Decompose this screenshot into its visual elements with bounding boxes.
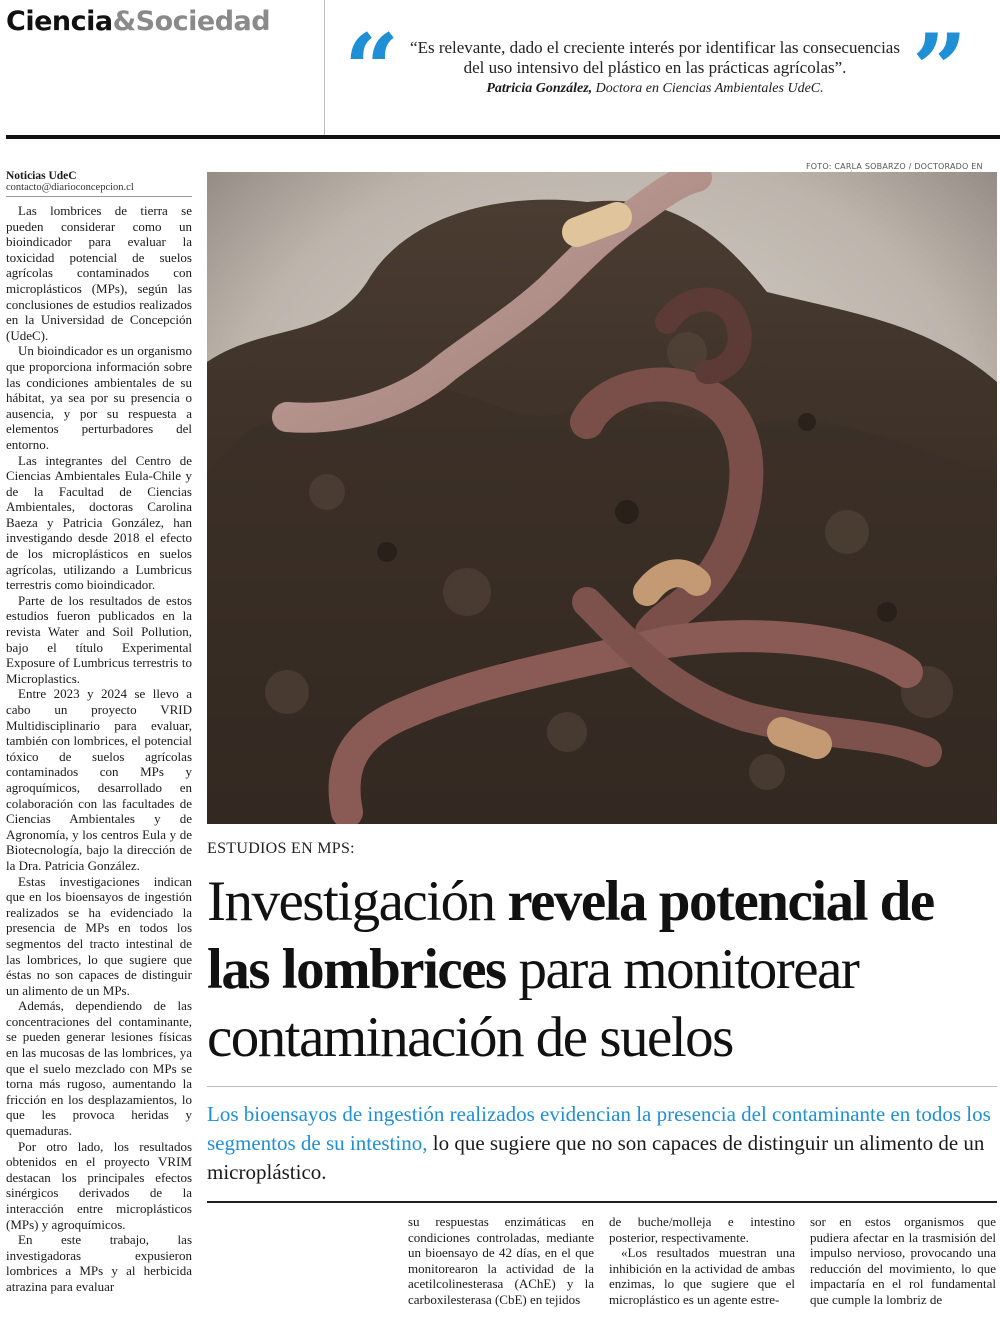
section-title [6, 6, 270, 37]
quote-author-role: Doctora en Ciencias Ambientales UdeC. [595, 81, 824, 96]
earthworms-illustration [207, 172, 997, 824]
byline-rule [6, 196, 192, 197]
article-column-1 [6, 203, 192, 1295]
quote-author-name: Patricia González, [486, 81, 593, 96]
lead-rule [207, 1201, 997, 1203]
paragraph: En este trabajo, las investigadoras expusieron lombrices a MPs y al herbicida atrazina para evaluar [6, 1232, 192, 1294]
section-title-part2: Sociedad [135, 6, 271, 37]
article-headline [207, 868, 997, 1072]
paragraph: «Los resultados muestran una inhibición en la actividad de ambas enzimas, lo que sugiere que el microplástico es un agente estre- [609, 1245, 795, 1307]
quote-open-icon: “ [344, 13, 400, 126]
header-vertical-divider [324, 0, 325, 135]
paragraph: Las lombrices de tierra se pueden considerar como un bioindicador para evaluar la toxicidad potencial de suelos agrícolas contaminados con microplásticos (MPs), según las conclusiones de estudios realizados en la Universidad de Concepción (UdeC). [6, 203, 192, 343]
section-title-part1: Ciencia [6, 6, 113, 37]
article-column-2 [408, 1214, 594, 1308]
paragraph: de buche/molleja e intestino posterior, respectivamente. [609, 1214, 795, 1245]
article-column-3 [609, 1214, 795, 1308]
section-title-ampersand: & [112, 6, 136, 37]
header-rule [6, 135, 1000, 139]
pull-quote-text: “Es relevante, dado el creciente interés por identificar las consecuencias del uso intensivo del plástico en las prácticas agrícolas”. [410, 38, 900, 77]
byline-name: Noticias UdeC [6, 170, 77, 182]
paragraph: Además, dependiendo de las concentraciones del contaminante, se pueden generar lesiones físicas en las mucosas de las lombrices, ya que el suelo mezclado con MPs se torna más rugoso, aumentando la fricción en los desplazamientos, lo que les provoca heridas y quemaduras. [6, 998, 192, 1139]
headline-rule [207, 1086, 997, 1087]
lead-highlight: Los bioensayos de ingestión realizados evidencian la presencia del contaminante en todos los segmentos de su intestino, [207, 1102, 991, 1155]
paragraph: sor en estos organismos que pudiera afectar en la trasmisión del impulso nervioso, provocando una reducción del movimiento, lo que impactaría en el rol fundamental que cumple la lombriz de [810, 1214, 996, 1307]
paragraph: Un bioindicador es un organismo que proporciona información sobre las condiciones ambientales de su hábitat, ya sea por su presencia o ausencia, y por su respuesta a elementos perturbadores del entorno. [6, 343, 192, 452]
quote-close-icon: ” [912, 13, 968, 126]
paragraph: Parte de los resultados de estos estudios fueron publicados en la revista Water and Soil Pollution, bajo el título Experimental Exposure of Lumbricus terrestris to Microplastics. [6, 592, 192, 686]
earthworms-soil-photo [207, 172, 997, 824]
photo-credit: FOTO: CARLA SOBARZO / DOCTORADO EN [806, 162, 983, 171]
article-lead [207, 1100, 997, 1187]
article-column-4 [810, 1214, 996, 1308]
pull-quote-author [400, 81, 910, 97]
paragraph: Entre 2023 y 2024 se llevo a cabo un proyecto VRID Multidisciplinario para evaluar, también con lombrices, el potencial tóxico de suelos agrícolas contaminados con MPs y agroquímicos, desarrollado en colaboración con las facultades de Ciencias Ambientales y de Agronomía, y los centros Eula y de Biotecnología, bajo la dirección de la Dra. Patricia González. [6, 686, 192, 873]
headline-part1: Investigación [207, 870, 508, 933]
headline-part2: revela potencial de las lombrices [207, 870, 934, 1001]
lead-rest: lo que sugiere que no son capaces de distinguir un alimento de un microplástico. [207, 1131, 985, 1184]
article-kicker: ESTUDIOS EN MPS: [207, 840, 355, 857]
paragraph: Por otro lado, los resultados obtenidos en el proyecto VRIM destacan los principales efectos sinérgicos derivados de la interacción entre microplásticos (MPs) y agroquímicos. [6, 1138, 192, 1232]
byline-email[interactable]: contacto@diarioconcepcion.cl [6, 182, 134, 193]
paragraph: Estas investigaciones indican que en los bioensayos de ingestión realizados se ha evidenciado la presencia de MPs en todos los segmentos del tracto intestinal de las lombrices, lo que sugiere que éstas no son capaces de distinguir un alimento de un MPs. [6, 873, 192, 998]
paragraph: Las integrantes del Centro de Ciencias Ambientales Eula-Chile y de la Facultad de Ciencias Ambientales, doctoras Carolina Baeza y Patricia González, han investigando desde 2018 el efecto de los microplásticos en suelos agrícolas, utilizando a Lumbricus terrestris como bioindicador. [6, 452, 192, 593]
paragraph: su respuestas enzimáticas en condiciones controladas, mediante un bioensayo de 42 días, en el que monitorearon la actividad de la acetilcolinesterasa (AChE) y la carboxilesterasa (CbE) en tejidos [408, 1214, 594, 1307]
headline-part3: para monitorear contaminación de suelos [207, 938, 859, 1069]
